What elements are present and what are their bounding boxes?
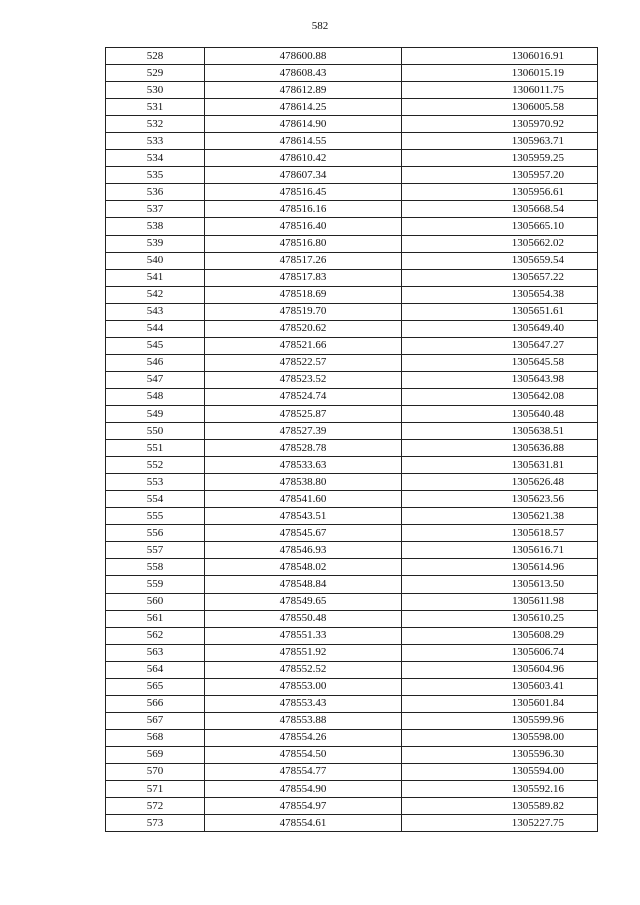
x-coordinate-cell: 478554.90 [205, 781, 402, 798]
x-coordinate-cell: 478549.65 [205, 593, 402, 610]
table-row [106, 661, 598, 678]
table-row [106, 184, 598, 201]
coordinates-table [105, 47, 598, 832]
x-coordinate-cell: 478554.26 [205, 729, 402, 746]
table-row [106, 644, 598, 661]
table-row [106, 712, 598, 729]
table-row [106, 218, 598, 235]
y-coordinate-cell: 1305610.25 [402, 610, 598, 627]
x-coordinate-cell: 478517.26 [205, 252, 402, 269]
point-number-cell: 560 [106, 593, 205, 610]
y-coordinate-cell: 1305606.74 [402, 644, 598, 661]
x-coordinate-cell: 478524.74 [205, 388, 402, 405]
table-row [106, 627, 598, 644]
point-number-cell: 572 [106, 798, 205, 815]
x-coordinate-cell: 478551.33 [205, 627, 402, 644]
x-coordinate-cell: 478554.61 [205, 815, 402, 832]
x-coordinate-cell: 478533.63 [205, 457, 402, 474]
y-coordinate-cell: 1305589.82 [402, 798, 598, 815]
table-row [106, 474, 598, 491]
x-coordinate-cell: 478516.80 [205, 235, 402, 252]
x-coordinate-cell: 478553.88 [205, 712, 402, 729]
point-number-cell: 558 [106, 559, 205, 576]
table-row [106, 610, 598, 627]
point-number-cell: 573 [106, 815, 205, 832]
y-coordinate-cell: 1306005.58 [402, 99, 598, 116]
table-row [106, 542, 598, 559]
table-row [106, 388, 598, 405]
x-coordinate-cell: 478552.52 [205, 661, 402, 678]
point-number-cell: 550 [106, 423, 205, 440]
point-number-cell: 530 [106, 82, 205, 99]
x-coordinate-cell: 478525.87 [205, 405, 402, 422]
table-row [106, 815, 598, 832]
y-coordinate-cell: 1306011.75 [402, 82, 598, 99]
y-coordinate-cell: 1305643.98 [402, 371, 598, 388]
y-coordinate-cell: 1305649.40 [402, 320, 598, 337]
y-coordinate-cell: 1305668.54 [402, 201, 598, 218]
y-coordinate-cell: 1305647.27 [402, 337, 598, 354]
point-number-cell: 536 [106, 184, 205, 201]
point-number-cell: 565 [106, 678, 205, 695]
y-coordinate-cell: 1305618.57 [402, 525, 598, 542]
y-coordinate-cell: 1305963.71 [402, 133, 598, 150]
x-coordinate-cell: 478517.83 [205, 269, 402, 286]
table-row [106, 593, 598, 610]
y-coordinate-cell: 1305640.48 [402, 405, 598, 422]
x-coordinate-cell: 478554.77 [205, 763, 402, 780]
y-coordinate-cell: 1306016.91 [402, 48, 598, 65]
point-number-cell: 541 [106, 269, 205, 286]
point-number-cell: 539 [106, 235, 205, 252]
table-row [106, 99, 598, 116]
y-coordinate-cell: 1305227.75 [402, 815, 598, 832]
table-row [106, 576, 598, 593]
point-number-cell: 535 [106, 167, 205, 184]
x-coordinate-cell: 478521.66 [205, 337, 402, 354]
x-coordinate-cell: 478551.92 [205, 644, 402, 661]
y-coordinate-cell: 1305970.92 [402, 116, 598, 133]
point-number-cell: 534 [106, 150, 205, 167]
y-coordinate-cell: 1305596.30 [402, 746, 598, 763]
point-number-cell: 557 [106, 542, 205, 559]
x-coordinate-cell: 478538.80 [205, 474, 402, 491]
x-coordinate-cell: 478516.40 [205, 218, 402, 235]
table-row [106, 371, 598, 388]
table-row [106, 729, 598, 746]
table-row [106, 337, 598, 354]
point-number-cell: 546 [106, 354, 205, 371]
x-coordinate-cell: 478554.50 [205, 746, 402, 763]
y-coordinate-cell: 1306015.19 [402, 65, 598, 82]
point-number-cell: 545 [106, 337, 205, 354]
point-number-cell: 568 [106, 729, 205, 746]
table-row [106, 286, 598, 303]
y-coordinate-cell: 1305608.29 [402, 627, 598, 644]
table-row [106, 116, 598, 133]
point-number-cell: 533 [106, 133, 205, 150]
point-number-cell: 544 [106, 320, 205, 337]
table-row [106, 82, 598, 99]
coordinates-table-body [106, 48, 598, 832]
y-coordinate-cell: 1305604.96 [402, 661, 598, 678]
x-coordinate-cell: 478523.52 [205, 371, 402, 388]
table-row [106, 133, 598, 150]
point-number-cell: 543 [106, 303, 205, 320]
table-row [106, 320, 598, 337]
y-coordinate-cell: 1305603.41 [402, 678, 598, 695]
x-coordinate-cell: 478553.00 [205, 678, 402, 695]
table-row [106, 65, 598, 82]
point-number-cell: 529 [106, 65, 205, 82]
point-number-cell: 549 [106, 405, 205, 422]
y-coordinate-cell: 1305614.96 [402, 559, 598, 576]
y-coordinate-cell: 1305957.20 [402, 167, 598, 184]
table-row [106, 491, 598, 508]
y-coordinate-cell: 1305645.58 [402, 354, 598, 371]
point-number-cell: 552 [106, 457, 205, 474]
point-number-cell: 531 [106, 99, 205, 116]
x-coordinate-cell: 478608.43 [205, 65, 402, 82]
point-number-cell: 540 [106, 252, 205, 269]
y-coordinate-cell: 1305657.22 [402, 269, 598, 286]
y-coordinate-cell: 1305598.00 [402, 729, 598, 746]
point-number-cell: 551 [106, 440, 205, 457]
y-coordinate-cell: 1305638.51 [402, 423, 598, 440]
table-row [106, 695, 598, 712]
x-coordinate-cell: 478527.39 [205, 423, 402, 440]
point-number-cell: 555 [106, 508, 205, 525]
y-coordinate-cell: 1305665.10 [402, 218, 598, 235]
x-coordinate-cell: 478554.97 [205, 798, 402, 815]
x-coordinate-cell: 478612.89 [205, 82, 402, 99]
x-coordinate-cell: 478522.57 [205, 354, 402, 371]
x-coordinate-cell: 478520.62 [205, 320, 402, 337]
table-row [106, 678, 598, 695]
point-number-cell: 559 [106, 576, 205, 593]
y-coordinate-cell: 1305601.84 [402, 695, 598, 712]
point-number-cell: 537 [106, 201, 205, 218]
x-coordinate-cell: 478541.60 [205, 491, 402, 508]
point-number-cell: 538 [106, 218, 205, 235]
y-coordinate-cell: 1305594.00 [402, 763, 598, 780]
point-number-cell: 556 [106, 525, 205, 542]
table-row [106, 781, 598, 798]
y-coordinate-cell: 1305626.48 [402, 474, 598, 491]
x-coordinate-cell: 478528.78 [205, 440, 402, 457]
x-coordinate-cell: 478519.70 [205, 303, 402, 320]
point-number-cell: 547 [106, 371, 205, 388]
table-row [106, 269, 598, 286]
x-coordinate-cell: 478516.45 [205, 184, 402, 201]
x-coordinate-cell: 478614.55 [205, 133, 402, 150]
x-coordinate-cell: 478518.69 [205, 286, 402, 303]
point-number-cell: 569 [106, 746, 205, 763]
table-row [106, 405, 598, 422]
y-coordinate-cell: 1305599.96 [402, 712, 598, 729]
point-number-cell: 532 [106, 116, 205, 133]
y-coordinate-cell: 1305662.02 [402, 235, 598, 252]
point-number-cell: 542 [106, 286, 205, 303]
y-coordinate-cell: 1305959.25 [402, 150, 598, 167]
point-number-cell: 571 [106, 781, 205, 798]
x-coordinate-cell: 478548.02 [205, 559, 402, 576]
table-row [106, 201, 598, 218]
x-coordinate-cell: 478516.16 [205, 201, 402, 218]
x-coordinate-cell: 478614.90 [205, 116, 402, 133]
point-number-cell: 528 [106, 48, 205, 65]
table-row [106, 440, 598, 457]
point-number-cell: 562 [106, 627, 205, 644]
table-row [106, 508, 598, 525]
x-coordinate-cell: 478543.51 [205, 508, 402, 525]
table-row [106, 559, 598, 576]
table-row [106, 235, 598, 252]
point-number-cell: 567 [106, 712, 205, 729]
x-coordinate-cell: 478553.43 [205, 695, 402, 712]
x-coordinate-cell: 478550.48 [205, 610, 402, 627]
point-number-cell: 570 [106, 763, 205, 780]
y-coordinate-cell: 1305654.38 [402, 286, 598, 303]
page-number: 582 [311, 20, 329, 32]
table-row [106, 167, 598, 184]
point-number-cell: 563 [106, 644, 205, 661]
y-coordinate-cell: 1305616.71 [402, 542, 598, 559]
x-coordinate-cell: 478548.84 [205, 576, 402, 593]
x-coordinate-cell: 478614.25 [205, 99, 402, 116]
y-coordinate-cell: 1305651.61 [402, 303, 598, 320]
y-coordinate-cell: 1305636.88 [402, 440, 598, 457]
table-row [106, 48, 598, 65]
point-number-cell: 548 [106, 388, 205, 405]
y-coordinate-cell: 1305611.98 [402, 593, 598, 610]
x-coordinate-cell: 478607.34 [205, 167, 402, 184]
point-number-cell: 566 [106, 695, 205, 712]
y-coordinate-cell: 1305592.16 [402, 781, 598, 798]
y-coordinate-cell: 1305623.56 [402, 491, 598, 508]
table-row [106, 525, 598, 542]
x-coordinate-cell: 478546.93 [205, 542, 402, 559]
y-coordinate-cell: 1305956.61 [402, 184, 598, 201]
y-coordinate-cell: 1305621.38 [402, 508, 598, 525]
table-row [106, 746, 598, 763]
table-row [106, 354, 598, 371]
point-number-cell: 561 [106, 610, 205, 627]
table-row [106, 763, 598, 780]
y-coordinate-cell: 1305642.08 [402, 388, 598, 405]
table-row [106, 423, 598, 440]
y-coordinate-cell: 1305613.50 [402, 576, 598, 593]
point-number-cell: 554 [106, 491, 205, 508]
y-coordinate-cell: 1305631.81 [402, 457, 598, 474]
table-row [106, 150, 598, 167]
x-coordinate-cell: 478610.42 [205, 150, 402, 167]
x-coordinate-cell: 478545.67 [205, 525, 402, 542]
table-row [106, 798, 598, 815]
table-row [106, 303, 598, 320]
table-row [106, 457, 598, 474]
y-coordinate-cell: 1305659.54 [402, 252, 598, 269]
point-number-cell: 564 [106, 661, 205, 678]
table-row [106, 252, 598, 269]
point-number-cell: 553 [106, 474, 205, 491]
x-coordinate-cell: 478600.88 [205, 48, 402, 65]
